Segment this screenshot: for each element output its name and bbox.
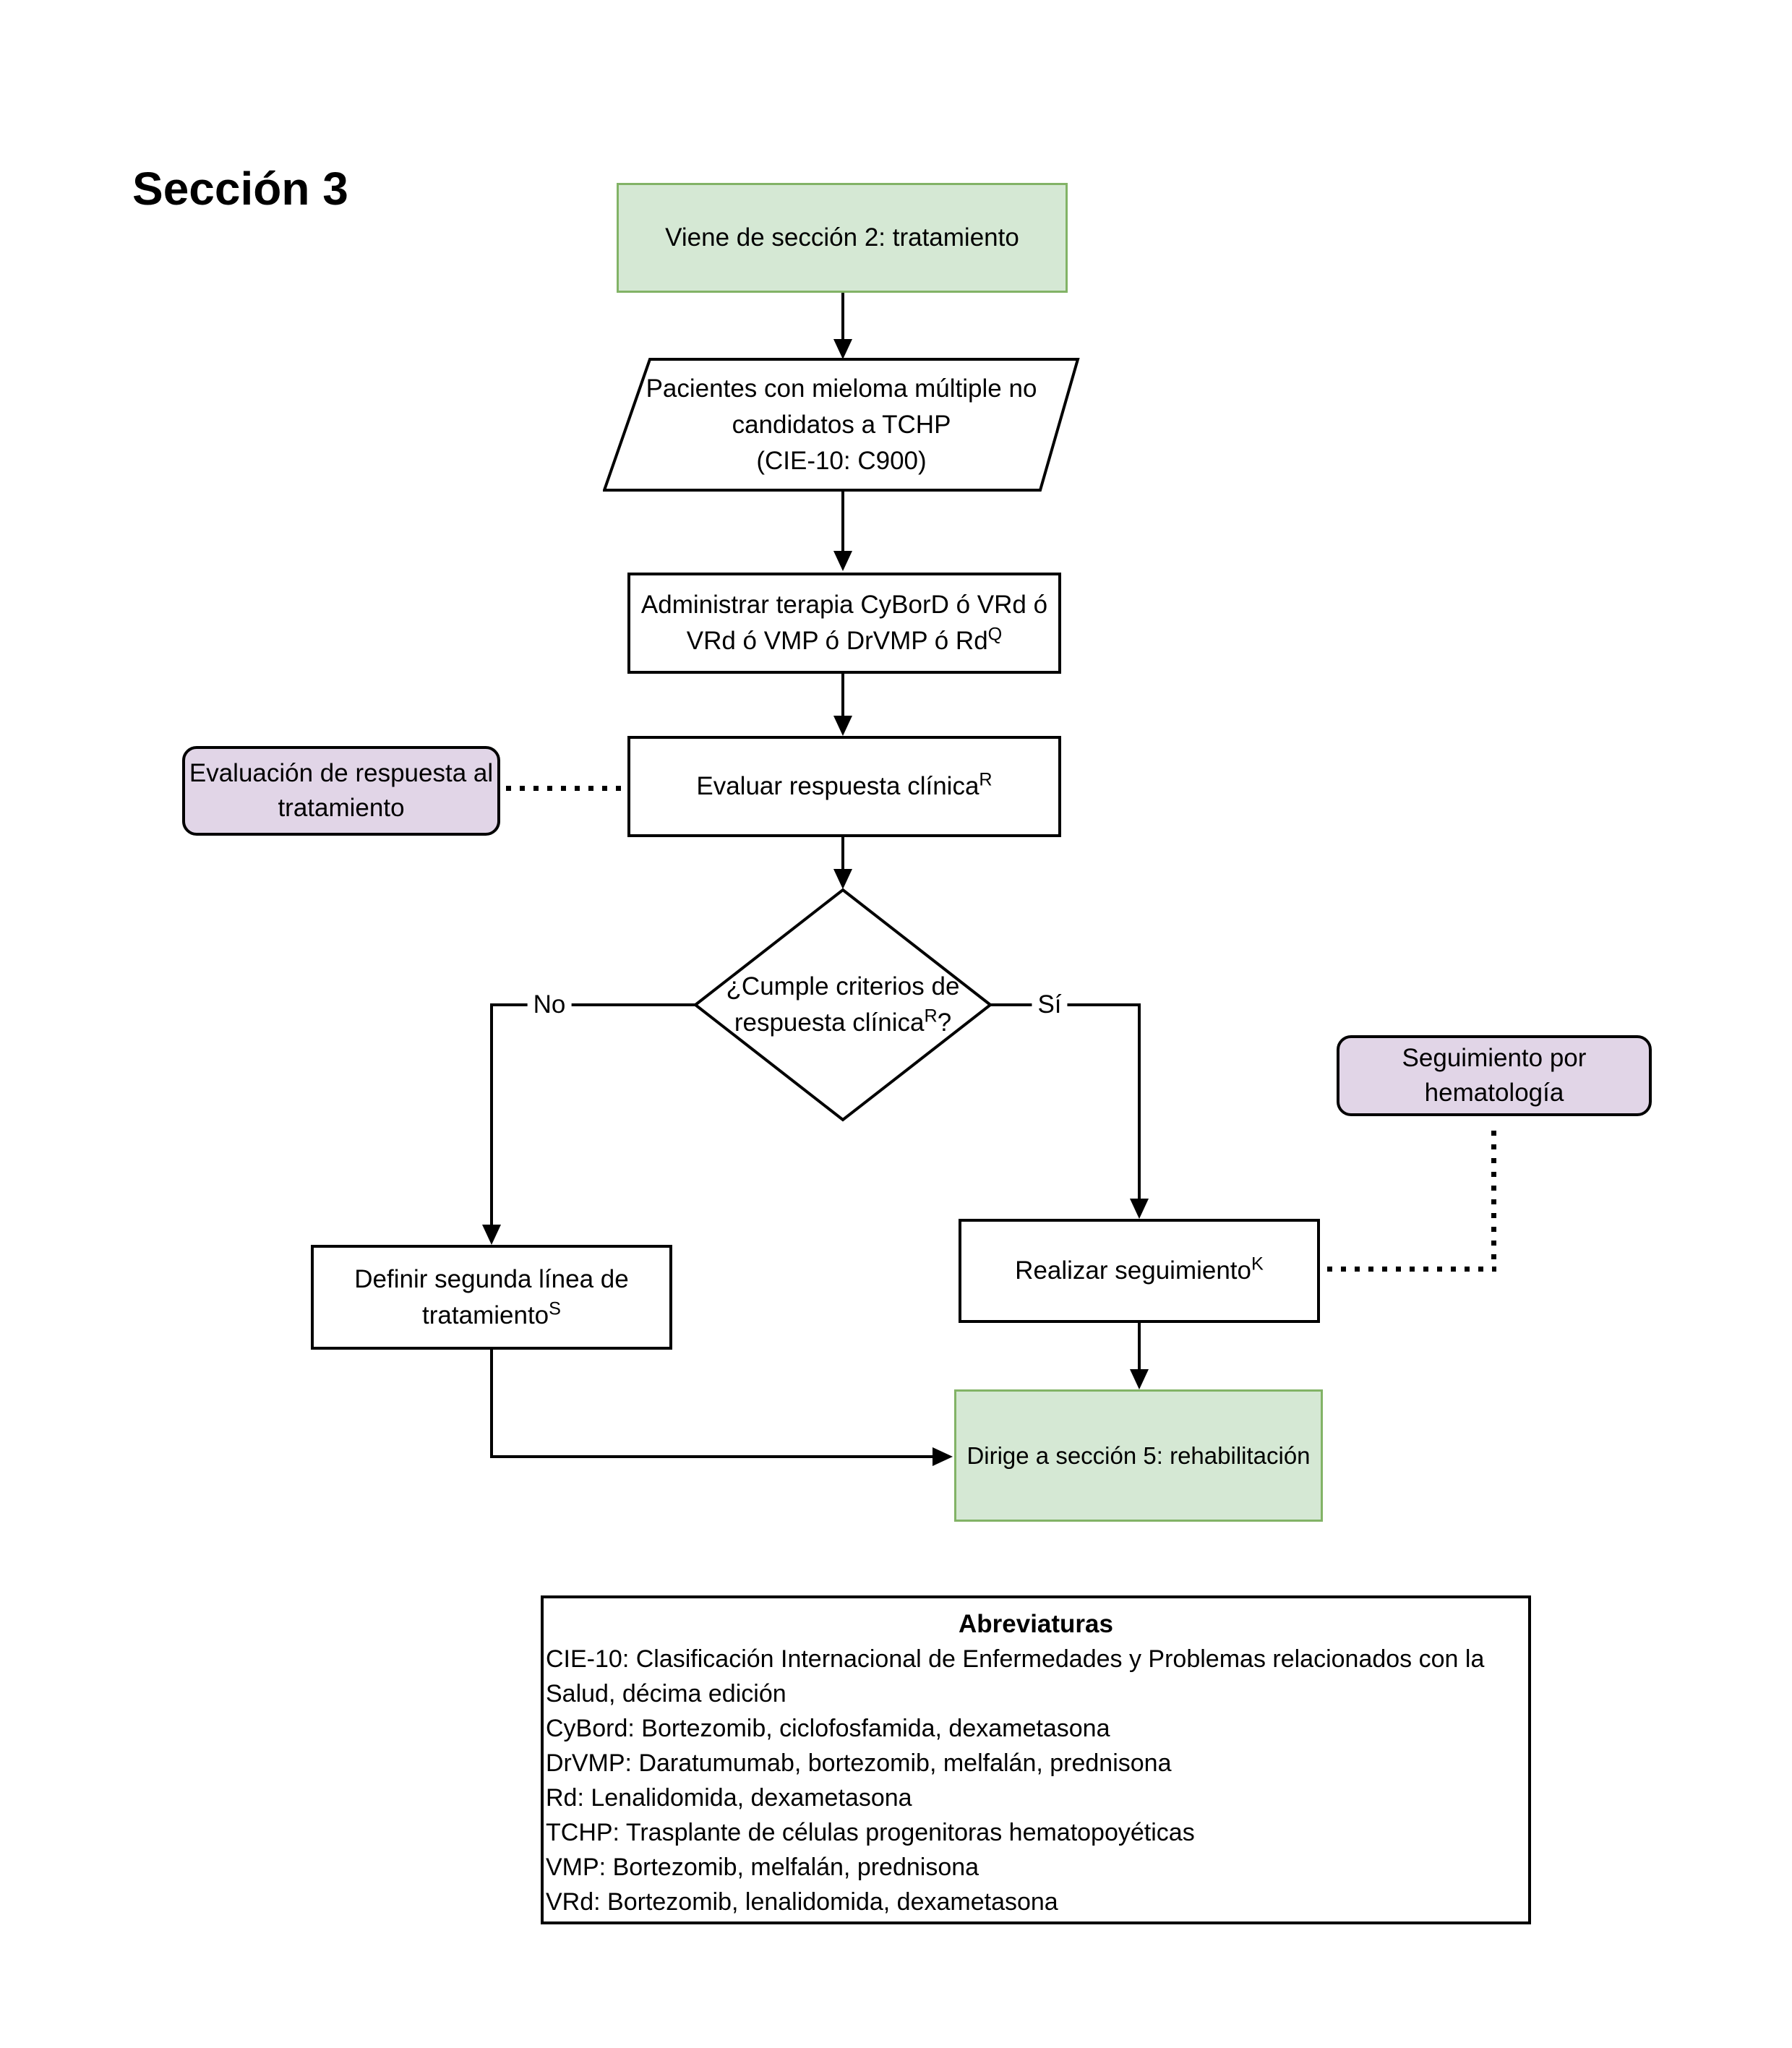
no-edge-label: No xyxy=(528,990,572,1019)
arrowhead-down-icon xyxy=(833,339,852,359)
dotted-connector-hematology-horizontal xyxy=(1327,1267,1496,1272)
connector-patients-administer xyxy=(841,491,844,551)
decision-line1: ¿Cumple criterios de xyxy=(726,972,960,1001)
connector-followup-end xyxy=(1138,1323,1141,1369)
connector-start-patients xyxy=(841,293,844,339)
second-line-line1: Definir segunda línea de xyxy=(354,1264,629,1293)
footnote-sup-q: Q xyxy=(987,624,1003,645)
connector-secondline-vertical xyxy=(490,1350,493,1458)
hematology-annotation-line1: Seguimiento por xyxy=(1402,1044,1587,1072)
patients-line2: candidatos a TCHP xyxy=(732,411,951,439)
footnote-sup-s: S xyxy=(549,1298,561,1319)
abbreviation-line: Salud, décima edición xyxy=(546,1680,786,1708)
administer-line1: Administrar terapia CyBorD ó VRd ó xyxy=(640,591,1048,619)
follow-up-label: Realizar seguimiento$^K$ xyxy=(1015,1254,1264,1285)
arrowhead-right-icon xyxy=(933,1447,953,1466)
patients-line3: (CIE-10: C900) xyxy=(756,447,927,475)
yes-edge-label: Sí xyxy=(1032,990,1067,1019)
evaluation-annotation-line1: Evaluación de respuesta al xyxy=(189,759,494,787)
start-node xyxy=(617,183,1068,293)
dotted-connector-evaluation xyxy=(506,786,623,791)
administer-therapy-box xyxy=(627,573,1061,674)
arrowhead-down-icon xyxy=(833,716,852,736)
hematology-annotation xyxy=(1337,1035,1652,1116)
footnote-sup-k: K xyxy=(1251,1254,1264,1274)
abbreviation-line: VRd: Bortezomib, lenalidomida, dexametasona xyxy=(546,1888,1058,1916)
footnote-sup-r: R xyxy=(979,769,993,790)
connector-yes-vertical xyxy=(1138,1003,1141,1199)
arrowhead-down-icon xyxy=(833,551,852,571)
abbreviation-line: DrVMP: Daratumumab, bortezomib, melfalán, prednisona xyxy=(546,1749,1172,1777)
arrowhead-down-icon xyxy=(1130,1199,1149,1219)
arrowhead-down-icon xyxy=(1130,1369,1149,1389)
footnote-sup-r: R xyxy=(924,1006,938,1027)
evaluation-annotation xyxy=(182,746,500,836)
second-line-line2: tratamiento$^S$ xyxy=(422,1298,561,1329)
dotted-connector-hematology-vertical xyxy=(1491,1131,1496,1267)
patients-parallelogram-label xyxy=(603,358,1080,492)
end-node xyxy=(954,1389,1323,1522)
connector-secondline-horizontal xyxy=(490,1455,933,1458)
connector-no-horizontal xyxy=(493,1003,696,1006)
abbreviation-line: TCHP: Trasplante de células progenitoras hematopoyéticas xyxy=(546,1819,1195,1846)
connector-evaluate-decision xyxy=(841,837,844,869)
connector-no-vertical xyxy=(490,1003,493,1225)
abbreviation-line: CyBord: Bortezomib, ciclofosfamida, dexametasona xyxy=(546,1715,1110,1742)
abbreviation-line: VMP: Bortezomib, melfalán, prednisona xyxy=(546,1854,979,1881)
abbreviations-box xyxy=(541,1595,1531,1924)
page-title: Sección 3 xyxy=(132,163,348,215)
connector-administer-evaluate xyxy=(841,674,844,716)
arrowhead-down-icon xyxy=(833,869,852,889)
evaluate-label: Evaluar respuesta clínica$^R$ xyxy=(696,769,993,800)
patients-line1: Pacientes con mieloma múltiple no xyxy=(646,374,1037,403)
abbreviation-line: Rd: Lenalidomida, dexametasona xyxy=(546,1784,912,1812)
evaluation-annotation-line2: tratamiento xyxy=(278,794,405,822)
decision-diamond-label xyxy=(693,888,993,1122)
evaluate-response-box xyxy=(627,736,1061,837)
administer-line2: VRd ó VMP ó DrVMP ó $Rd^Q$ xyxy=(686,624,1003,655)
follow-up-box xyxy=(959,1219,1320,1323)
abbreviations-title: Abreviaturas xyxy=(959,1610,1113,1638)
end-node-label: Dirige a sección 5: rehabilitación xyxy=(966,1441,1311,1469)
arrowhead-down-icon xyxy=(482,1225,501,1245)
abbreviation-line: CIE-10: Clasificación Internacional de Enfermedades y Problemas relacionados con la xyxy=(546,1645,1485,1673)
hematology-annotation-line2: hematología xyxy=(1424,1079,1564,1107)
start-node-label: Viene de sección 2: tratamiento xyxy=(665,223,1019,252)
decision-line2: respuesta clínica$^R$? xyxy=(734,1006,952,1037)
second-line-treatment-box xyxy=(311,1245,672,1350)
